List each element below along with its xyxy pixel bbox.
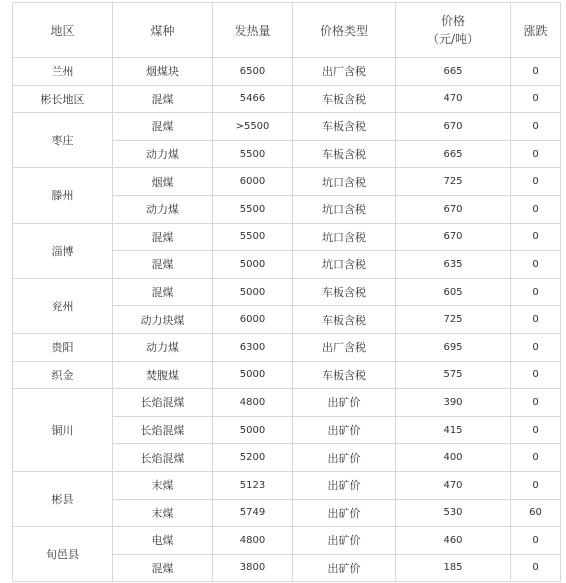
coal-cell: 混煤: [113, 278, 213, 306]
change-cell: 0: [511, 251, 561, 279]
change-cell: 0: [511, 58, 561, 86]
table-row: [13, 333, 561, 361]
price-cell: 575: [396, 361, 511, 389]
header-calorific: 发热量: [213, 3, 293, 58]
heat-cell: 5200: [213, 444, 293, 472]
change-cell: 0: [511, 389, 561, 417]
heat-cell: 5000: [213, 251, 293, 279]
table-row: [13, 471, 561, 499]
price-type-cell: 车板含税: [293, 113, 396, 141]
heat-cell: 5000: [213, 361, 293, 389]
price-type-cell: 车板含税: [293, 278, 396, 306]
heat-cell: 5500: [213, 195, 293, 223]
region-cell: 贵阳: [13, 333, 113, 361]
coal-cell: 长焰混煤: [113, 444, 213, 472]
price-cell: 670: [396, 223, 511, 251]
price-cell: 400: [396, 444, 511, 472]
price-cell: 635: [396, 251, 511, 279]
price-cell: 725: [396, 168, 511, 196]
price-type-cell: 车板含税: [293, 85, 396, 113]
heat-cell: 6500: [213, 58, 293, 86]
coal-cell: 烟煤块: [113, 58, 213, 86]
header-price: [396, 3, 511, 58]
price-cell: 665: [396, 140, 511, 168]
change-cell: 0: [511, 223, 561, 251]
price-cell: 605: [396, 278, 511, 306]
change-cell: 0: [511, 85, 561, 113]
coal-cell: 混煤: [113, 113, 213, 141]
region-cell: 兰州: [13, 58, 113, 86]
table-row: [13, 278, 561, 306]
header-coal-type: 煤种: [113, 3, 213, 58]
price-cell: 725: [396, 306, 511, 334]
price-type-cell: 出厂含税: [293, 333, 396, 361]
price-cell: 470: [396, 85, 511, 113]
price-cell: 670: [396, 195, 511, 223]
change-cell: 0: [511, 554, 561, 582]
region-cell: 彬长地区: [13, 85, 113, 113]
coal-cell: 混煤: [113, 85, 213, 113]
heat-cell: 5123: [213, 471, 293, 499]
price-type-cell: 坑口含税: [293, 251, 396, 279]
table-row: [13, 223, 561, 251]
heat-cell: 6000: [213, 306, 293, 334]
price-cell: 670: [396, 113, 511, 141]
change-cell: 0: [511, 113, 561, 141]
change-cell: 0: [511, 444, 561, 472]
price-cell: 390: [396, 389, 511, 417]
coal-cell: 电煤: [113, 527, 213, 555]
coal-cell: 混煤: [113, 223, 213, 251]
table-row: [13, 389, 561, 417]
price-type-cell: 坑口含税: [293, 223, 396, 251]
price-type-cell: 车板含税: [293, 140, 396, 168]
heat-cell: 6300: [213, 333, 293, 361]
coal-cell: 动力煤: [113, 195, 213, 223]
change-cell: 0: [511, 416, 561, 444]
change-cell: 60: [511, 499, 561, 527]
region-cell: 旬邑县: [13, 527, 113, 582]
change-cell: 0: [511, 471, 561, 499]
region-cell: 枣庄: [13, 113, 113, 168]
coal-cell: 焚腹煤: [113, 361, 213, 389]
heat-cell: 5000: [213, 416, 293, 444]
heat-cell: 4800: [213, 527, 293, 555]
heat-cell: 5749: [213, 499, 293, 527]
heat-cell: 5466: [213, 85, 293, 113]
price-type-cell: 出矿价: [293, 471, 396, 499]
table-row: [13, 361, 561, 389]
table-body: [13, 58, 561, 582]
change-cell: 0: [511, 306, 561, 334]
change-cell: 0: [511, 361, 561, 389]
price-type-cell: 出矿价: [293, 444, 396, 472]
table-row: [13, 85, 561, 113]
price-type-cell: 出矿价: [293, 416, 396, 444]
coal-cell: 长焰混煤: [113, 389, 213, 417]
price-type-cell: 车板含税: [293, 361, 396, 389]
heat-cell: >5500: [213, 113, 293, 141]
header-row: [13, 3, 561, 58]
price-type-cell: 出矿价: [293, 554, 396, 582]
price-cell: 415: [396, 416, 511, 444]
region-cell: 淄博: [13, 223, 113, 278]
heat-cell: 4800: [213, 389, 293, 417]
coal-cell: 动力块煤: [113, 306, 213, 334]
heat-cell: 3800: [213, 554, 293, 582]
coal-cell: 动力煤: [113, 333, 213, 361]
table-row: [13, 58, 561, 86]
coal-cell: 混煤: [113, 554, 213, 582]
coal-price-table: [12, 2, 561, 582]
price-cell: 460: [396, 527, 511, 555]
region-cell: 织金: [13, 361, 113, 389]
table-header: [13, 3, 561, 58]
table-row: [13, 113, 561, 141]
price-cell: 695: [396, 333, 511, 361]
change-cell: 0: [511, 278, 561, 306]
heat-cell: 6000: [213, 168, 293, 196]
region-cell: 铜川: [13, 389, 113, 472]
price-type-cell: 出矿价: [293, 499, 396, 527]
header-price-type: 价格类型: [293, 3, 396, 58]
price-type-cell: 出厂含税: [293, 58, 396, 86]
price-cell: 530: [396, 499, 511, 527]
coal-price-table-container: [12, 2, 560, 582]
change-cell: 0: [511, 168, 561, 196]
heat-cell: 5000: [213, 278, 293, 306]
price-type-cell: 出矿价: [293, 527, 396, 555]
coal-cell: 长焰混煤: [113, 416, 213, 444]
coal-cell: 末煤: [113, 499, 213, 527]
price-cell: 470: [396, 471, 511, 499]
coal-cell: 混煤: [113, 251, 213, 279]
table-row: [13, 168, 561, 196]
coal-cell: 动力煤: [113, 140, 213, 168]
price-type-cell: 车板含税: [293, 306, 396, 334]
price-cell: 185: [396, 554, 511, 582]
heat-cell: 5500: [213, 223, 293, 251]
heat-cell: 5500: [213, 140, 293, 168]
price-cell: 665: [396, 58, 511, 86]
header-region: 地区: [13, 3, 113, 58]
price-type-cell: 坑口含税: [293, 195, 396, 223]
region-cell: 滕州: [13, 168, 113, 223]
coal-cell: 末煤: [113, 471, 213, 499]
change-cell: 0: [511, 333, 561, 361]
price-type-cell: 出矿价: [293, 389, 396, 417]
header-change: 涨跌: [511, 3, 561, 58]
region-cell: 彬县: [13, 471, 113, 526]
table-row: [13, 527, 561, 555]
header-price-label: 价格: [440, 14, 465, 28]
region-cell: 兖州: [13, 278, 113, 333]
coal-cell: 烟煤: [113, 168, 213, 196]
header-price-unit: （元/吨）: [426, 32, 480, 46]
price-type-cell: 坑口含税: [293, 168, 396, 196]
change-cell: 0: [511, 195, 561, 223]
change-cell: 0: [511, 140, 561, 168]
change-cell: 0: [511, 527, 561, 555]
